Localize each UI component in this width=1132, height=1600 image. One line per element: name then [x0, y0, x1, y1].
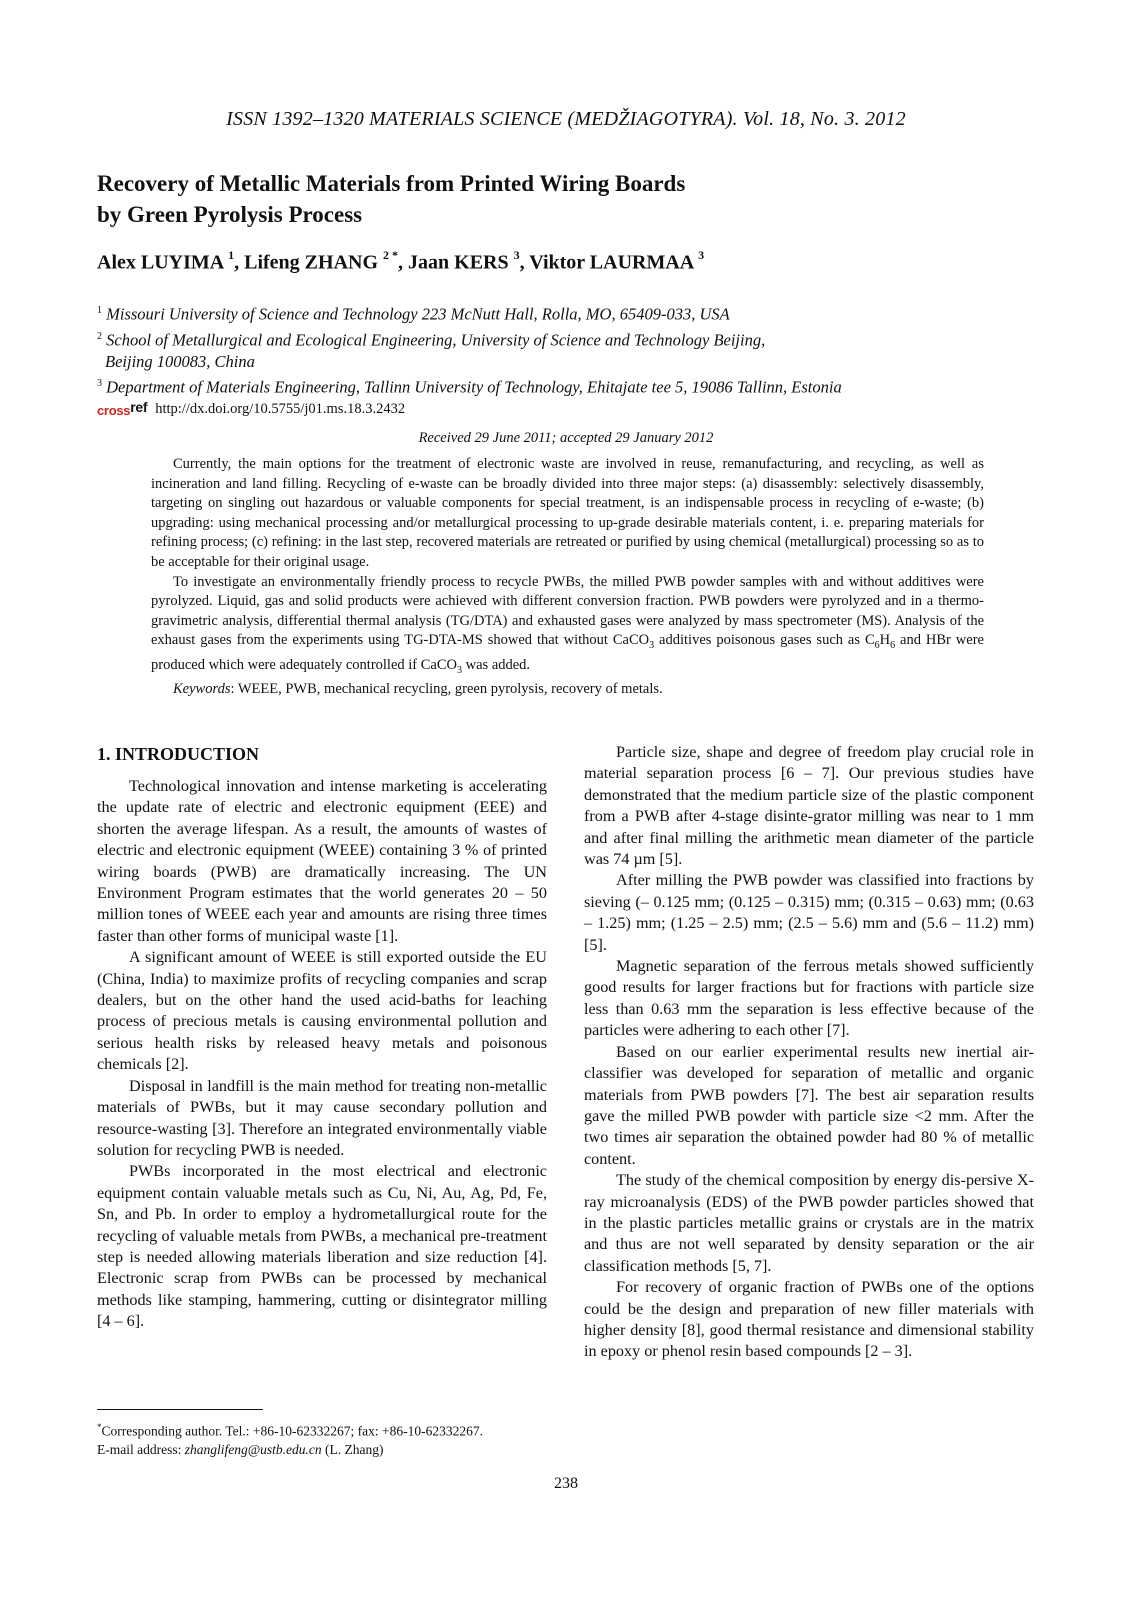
keywords	[151, 680, 984, 700]
author-list: Alex LUYIMA $^1$, Lifeng ZHANG $^{2 *}$, Jaan KERS $^3$, Viktor LAURMAA $^3$	[97, 248, 705, 274]
page-number: 238	[554, 1475, 578, 1492]
email-line: E-mail address: zhanglifeng@ustb.edu.cn (L. Zhang)	[97, 1441, 384, 1457]
author-affiliation-marker: 3	[698, 248, 705, 262]
affiliation-1	[97, 300, 1057, 326]
received-dates: Received 29 June 2011; accepted 29 January 2012	[418, 430, 714, 446]
body-paragraph: Technological innovation and intense marketing is accelerating the update rate of electric and electronic equipment (EEE) and shorten the average lifespan. As a result, the amounts of wastes of electric and electronic equipment (WEEE) containing 3 % of printed wiring boards (PWB) are dramatically increasing. The UN Environment Program estimates that the world generates 20 – 50 million tones of WEEE each year and amounts are rising three times faster than other forms of municipal waste [1].	[97, 777, 547, 945]
body-paragraph: A significant amount of WEEE is still exported outside the EU (China, India) to maximize profits of recycling companies and scrap dealers, but on the other hand the used acid-baths for leaching process of precious metals is causing environmental pollution and serious health risks by released heavy metals and poisonous chemicals [2].	[97, 948, 547, 1074]
paper-title-line-1: Recovery of Metallic Materials from Printed Wiring Boards	[97, 171, 686, 196]
author-name: Alex LUYIMA	[97, 251, 224, 274]
affiliation-marker: 3	[97, 378, 102, 389]
author-affiliation-marker: 3	[513, 248, 520, 262]
author-name: Jaan KERS	[408, 251, 509, 274]
affiliation-text: School of Metallurgical and Ecological Engineering, University of Science and Technology Beijing,	[106, 330, 766, 349]
crossref-logo-icon: crossref	[97, 398, 148, 418]
corresponding-author: *Corresponding author. Tel.: +86-10-62332267; fax: +86-10-62332267.	[97, 1422, 483, 1439]
keywords-list: : WEEE, PWB, mechanical recycling, green pyrolysis, recovery of metals.	[230, 681, 663, 698]
right-column	[584, 742, 1034, 1363]
body-paragraph: The study of the chemical composition by energy dis-persive X-ray microanalysis (EDS) of the PWB powder particles showed that in the plastic particles metallic grains or crystals are in the matrix and thus are not well separated by density separation or the air classification methods [5, 7].	[584, 1171, 1034, 1275]
footnote	[97, 1418, 697, 1459]
left-column	[97, 742, 547, 1333]
body-paragraph: Based on our earlier experimental results new inertial air-classifier was developed for separation of metallic and organic materials from PWB powders [7]. The best air separation results gave the milled PWB powder with particle size <2 mm. After the two times air separation the obtained powder had 80 % of metallic content.	[584, 1042, 1034, 1168]
body-paragraph: Particle size, shape and degree of freedom play crucial role in material separation process [6 – 7]. Our previous studies have demonstrated that the medium particle size of the plastic component from a PWB after 4-stage disinte-grator milling was near to 1 mm and after final milling the arithmetic mean diameter of the particle was 74 µm [5].	[584, 743, 1034, 869]
paper-title-line-2: by Green Pyrolysis Process	[97, 202, 363, 227]
affiliation-text: Missouri University of Science and Technology 223 McNutt Hall, Rolla, MO, 65409-033, USA	[106, 304, 730, 324]
affiliations	[97, 300, 1057, 399]
paper-title	[97, 168, 997, 230]
section-heading: 1. INTRODUCTION	[97, 744, 260, 764]
keywords-label: Keywords	[173, 681, 231, 698]
affiliation-2-continued: Beijing 100083, China	[105, 352, 255, 371]
email-link[interactable]: zhanglifeng@ustb.edu.cn	[184, 1441, 322, 1457]
body-paragraph: Disposal in landfill is the main method for treating non-metallic materials of PWBs, but it may cause secondary pollution and resource-wasting [3]. Therefore an integrated environmentally viable solution for recycling PWB is needed.	[97, 1076, 547, 1159]
body-paragraph: For recovery of organic fraction of PWBs one of the options could be the design and preparation of new filler materials with higher density [8], good thermal resistance and dimensional stability in epoxy or phenol resin based compounds [2 – 3].	[584, 1278, 1034, 1361]
author-name: Lifeng ZHANG	[244, 251, 379, 274]
author-affiliation-marker: 1	[228, 248, 235, 262]
affiliation-2	[97, 326, 1057, 352]
journal-header: ISSN 1392–1320 MATERIALS SCIENCE (MEDŽIAGOTYRA). Vol. 18, No. 3. 2012	[226, 108, 906, 130]
abstract-paragraph: To investigate an environmentally friendly process to recycle PWBs, the milled PWB powder samples with and without additives were pyrolyzed. Liquid, gas and solid products were achieved with different conversion fraction. PWB powders were pyrolyzed and in a thermo-gravimetric analysis, differential thermal analysis (TG/DTA) and exhausted gases were analyzed by mass spectrometer (MS). Analysis of the exhaust gases from the experiments using TG-DTA-MS showed that without CaCO$_3$ additives poisonous gases such as $C_6H_6$ and HBr were produced which were adequately controlled if CaCO$_3$ was added.	[151, 573, 984, 676]
author-name: Viktor LAURMAA	[529, 251, 694, 274]
affiliation-text: Department of Materials Engineering, Tallinn University of Technology, Ehitajate tee 5, 19086 Tallinn, Estonia	[106, 377, 842, 397]
footnote-divider	[97, 1409, 263, 1410]
affiliation-marker: 2	[97, 330, 102, 342]
abstract	[151, 455, 984, 700]
author-affiliation-marker: 2 *	[383, 248, 399, 262]
body-paragraph: PWBs incorporated in the most electrical and electronic equipment contain valuable metals such as Cu, Ni, Au, Ag, Pd, Fe, Sn, and Pb. In order to employ a hydrometallurgical route for the recycling of valuable metals from PWBs, a mechanical pre-treatment step is needed allowing materials liberation and size reduction [4]. Electronic scrap from PWBs can be processed by mechanical methods like stamping, hammering, cutting or disintegrator milling [4 – 6].	[97, 1162, 547, 1331]
doi-link[interactable]: http://dx.doi.org/10.5755/j01.ms.18.3.2432	[155, 401, 406, 417]
doi-line	[97, 398, 406, 418]
body-paragraph: Magnetic separation of the ferrous metals showed sufficiently good results for larger fractions but for fractions with particle size less than 0.63 mm the separation is less effective because of the particles were adhering to each other [7].	[584, 957, 1034, 1040]
affiliation-3	[97, 373, 1057, 399]
affiliation-marker: 1	[97, 305, 102, 316]
abstract-paragraph: Currently, the main options for the treatment of electronic waste are involved in reuse, remanufacturing, and recycling, as well as incineration and land filling. Recycling of e-waste can be broadly divided into three major steps: (a) disassembly: selectively disassembly, targeting on singling out hazardous or valuable components for special treatment, is an indispensable process in recycling of e-waste; (b) upgrading: using mechanical processing and/or metallurgical processing to up-grade desirable materials content, i. e. preparing materials for refining process; (c) refining: in the last step, recovered materials are retreated or purified by using chemical (metallurgical) processing so as to be acceptable for their original usage.	[151, 456, 984, 570]
body-paragraph: After milling the PWB powder was classified into fractions by sieving (– 0.125 mm; (0.125 – 0.315) mm; (0.315 – 0.63) mm; (0.63 – 1.25) mm; (1.25 – 2.5) mm; (2.5 – 5.6) mm and (5.6 – 11.2) mm) [5].	[584, 871, 1034, 954]
